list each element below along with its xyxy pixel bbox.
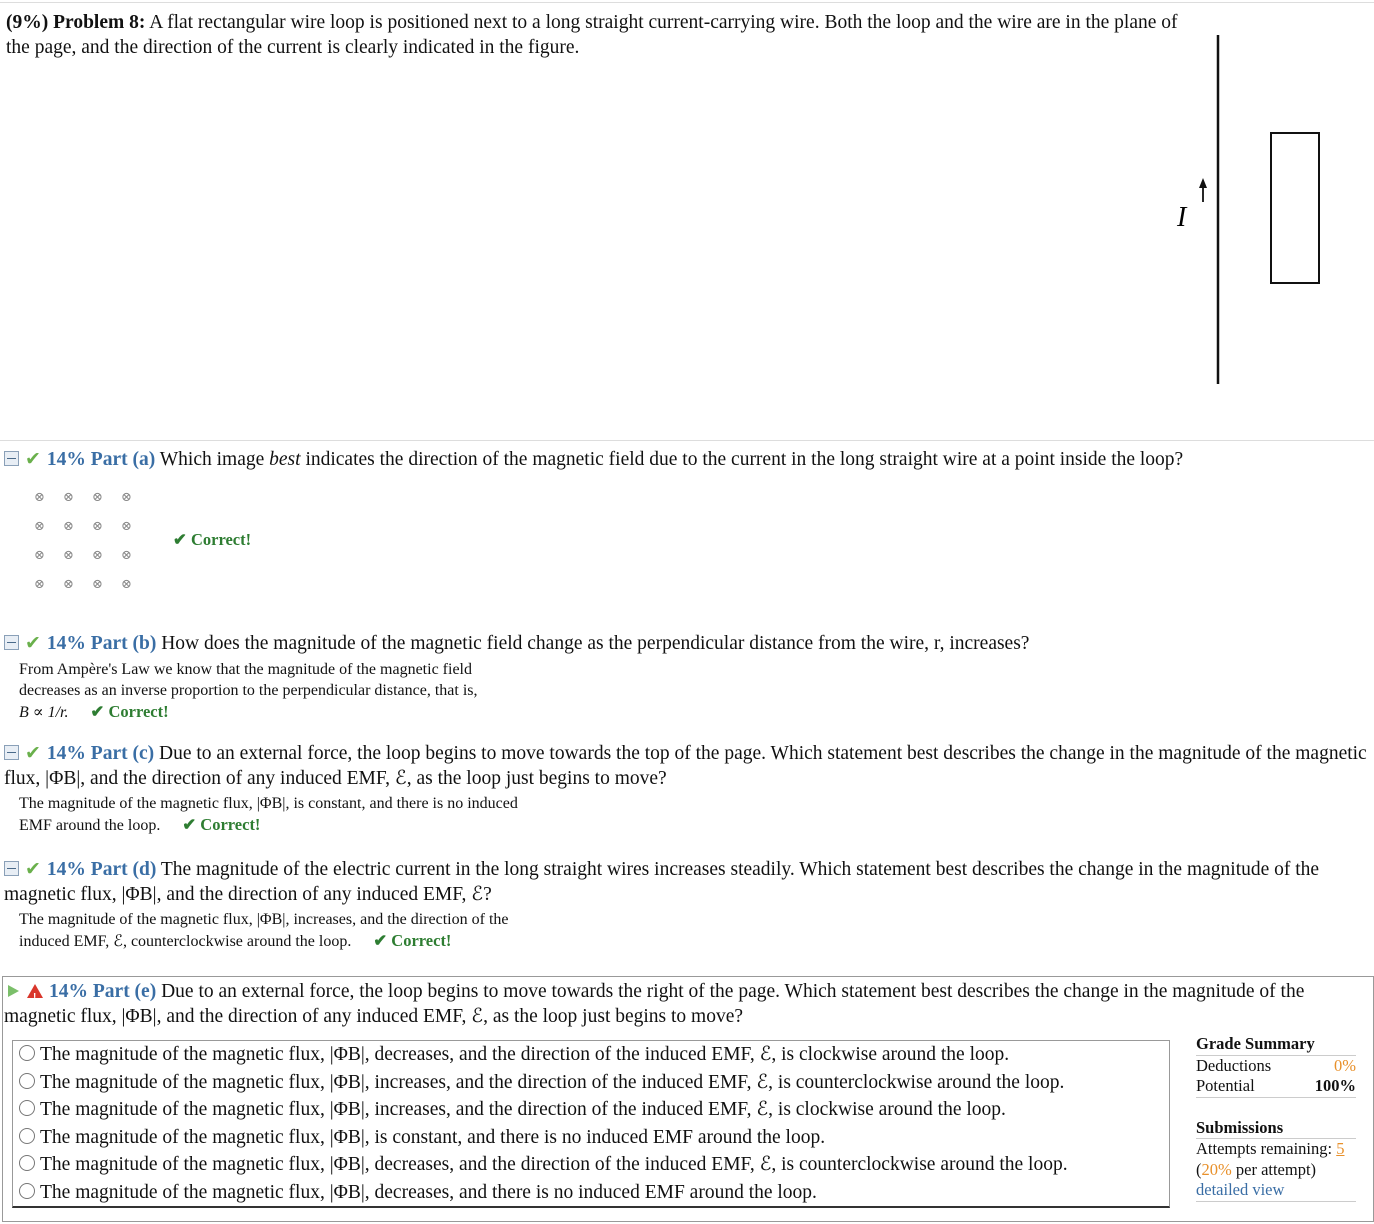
part-e-header (4, 979, 1324, 1029)
problem-statement (6, 10, 1186, 60)
detailed-view-link[interactable]: detailed view (1196, 1180, 1356, 1202)
expand-icon[interactable] (8, 985, 19, 997)
collapse-icon[interactable] (4, 451, 19, 466)
part-d-tag: 14% Part (d) (46, 859, 157, 880)
check-icon: ✔ (25, 743, 41, 764)
answer-line: From Ampère's Law we know that the magnitude of the magnetic field (19, 661, 472, 678)
radio-button[interactable] (19, 1045, 35, 1061)
per-attempt-open: ( (1196, 1159, 1202, 1179)
into-page-icon: ⊗ (92, 576, 103, 591)
option-row[interactable] (13, 1096, 1169, 1124)
deductions-label: Deductions (1196, 1055, 1272, 1075)
answer-line: induced EMF, ℰ, counterclockwise around the loop. (19, 933, 352, 950)
part-e-tag: 14% Part (e) (49, 981, 157, 1002)
check-icon: ✔ (25, 859, 41, 880)
into-page-icon: ⊗ (121, 547, 132, 562)
part-a-question-emphasis: best (269, 449, 301, 470)
option-label: The magnitude of the magnetic flux, |ΦB|, is constant, and there is no induced EMF around the loop. (40, 1126, 826, 1148)
option-row[interactable] (13, 1041, 1169, 1069)
into-page-icon: ⊗ (63, 489, 74, 504)
part-d-feedback: ✔ Correct! (373, 931, 452, 950)
part-a-question: Which image (159, 449, 270, 470)
answer-line: decreases as an inverse proportion to the perpendicular distance, that is, (19, 682, 478, 699)
divider (0, 440, 1374, 441)
collapse-icon[interactable] (4, 635, 19, 650)
part-c-header (4, 741, 1372, 791)
part-b-question: How does the magnitude of the magnetic field change as the perpendicular distance from the wire, r, increases? (161, 633, 1030, 654)
potential-label: Potential (1196, 1076, 1255, 1095)
part-c-tag: 14% Part (c) (46, 743, 155, 764)
into-page-icon: ⊗ (34, 518, 45, 533)
into-page-icon: ⊗ (121, 489, 132, 504)
radio-button[interactable] (19, 1100, 35, 1116)
grade-summary (1196, 1034, 1356, 1202)
answer-line: The magnitude of the magnetic flux, |ΦB|, is constant, and there is no induced (19, 795, 518, 812)
radio-button[interactable] (19, 1073, 35, 1089)
part-c-answer (19, 793, 639, 836)
part-a-feedback: ✔ Correct! (173, 530, 252, 549)
into-page-icon: ⊗ (63, 576, 74, 591)
answer-options (12, 1040, 1170, 1208)
into-page-icon: ⊗ (92, 489, 103, 504)
collapse-icon[interactable] (4, 745, 19, 760)
into-page-icon: ⊗ (34, 547, 45, 562)
into-page-icon: ⊗ (34, 576, 45, 591)
option-label: The magnitude of the magnetic flux, |ΦB|, decreases, and the direction of the induced EMF, ℰ, is clockwise around the loop. (40, 1044, 1010, 1065)
part-b-header (4, 631, 1370, 656)
option-label: The magnitude of the magnetic flux, |ΦB|, decreases, and the direction of the induced EMF, ℰ, is counterclockwise around the loop. (40, 1154, 1068, 1175)
potential-value: 100% (1314, 1076, 1356, 1095)
part-c-question: Due to an external force, the loop begins to move towards the top of the page. Which statement best describes the change in the magnitude of the magnetic flux, |ΦB|, and the direction of any induced EMF, ℰ, as the loop just begins to move? (4, 743, 1367, 789)
check-icon: ✔ (25, 449, 41, 470)
option-label: The magnitude of the magnetic flux, |ΦB|, increases, and the direction of the induced EMF, ℰ, is counterclockwise around the loop. (40, 1071, 1065, 1093)
attempts-value: 5 (1336, 1139, 1345, 1158)
top-divider (0, 2, 1374, 3)
into-page-icon: ⊗ (92, 547, 103, 562)
into-page-icon: ⊗ (63, 518, 74, 533)
part-c-feedback: ✔ Correct! (182, 815, 261, 834)
option-row[interactable] (13, 1069, 1169, 1097)
problem-label: Problem 8: (53, 12, 146, 33)
part-d-header (4, 857, 1334, 907)
into-page-icon: ⊗ (121, 518, 132, 533)
problem-figure (1160, 30, 1340, 390)
option-label: The magnitude of the magnetic flux, |ΦB|, decreases, and there is no induced EMF around the loop. (40, 1181, 817, 1203)
part-b-tag: 14% Part (b) (46, 633, 157, 654)
part-e-question: Due to an external force, the loop begins to move towards the right of the page. Which statement best describes the change in the magnitude of the magnetic flux, |ΦB|, and the direction of any induced EMF, ℰ, as the loop just begins to move? (4, 981, 1305, 1027)
part-d-question: The magnitude of the electric current in the long straight wires increases steadily. Which statement best describes the change in the magnitude of the magnetic flux, |ΦB|, and the direction of any induced EMF, ℰ? (4, 859, 1320, 905)
option-label: The magnitude of the magnetic flux, |ΦB|, increases, and the direction of the induced EMF, ℰ, is clockwise around the loop. (40, 1099, 1006, 1120)
radio-button[interactable] (19, 1183, 35, 1199)
current-arrowhead-icon (1199, 178, 1207, 188)
part-b-answer (19, 659, 619, 723)
part-d-answer (19, 909, 639, 952)
problem-text: A flat rectangular wire loop is positioned next to a long straight current-carrying wire. Both the loop and the wire are in the plane of the page, and the direction of the current is clearly indicated in the figure. (6, 12, 1178, 58)
per-attempt-text: per attempt) (1231, 1159, 1317, 1179)
into-page-icon: ⊗ (63, 547, 74, 562)
part-a-header (4, 447, 1370, 472)
option-row[interactable] (13, 1151, 1169, 1179)
warning-icon (27, 984, 43, 998)
radio-button[interactable] (19, 1155, 35, 1171)
part-a-question-rest: indicates the direction of the magnetic field due to the current in the long straight wire at a point inside the loop? (300, 449, 1184, 470)
into-page-icon: ⊗ (34, 489, 45, 504)
attempts-label: Attempts remaining: (1196, 1139, 1333, 1158)
check-icon: ✔ (25, 633, 41, 654)
grade-summary-title: Grade Summary (1196, 1034, 1356, 1056)
radio-button[interactable] (19, 1128, 35, 1144)
answer-line: EMF around the loop. (19, 817, 161, 834)
per-attempt-value: 20% (1201, 1159, 1232, 1179)
part-a-tag: 14% Part (a) (46, 449, 156, 470)
rectangular-loop (1271, 133, 1319, 283)
into-page-icon: ⊗ (121, 576, 132, 591)
problem-weight: (9%) (6, 12, 49, 33)
answer-line: B ∝ 1/r. (19, 704, 69, 721)
submissions-title: Submissions (1196, 1118, 1356, 1140)
into-page-icon: ⊗ (92, 518, 103, 533)
deductions-value: 0% (1334, 1055, 1356, 1075)
answer-line: The magnitude of the magnetic flux, |ΦB|, increases, and the direction of the (19, 911, 509, 928)
current-label: I (1177, 202, 1187, 233)
option-row[interactable] (13, 1179, 1169, 1207)
option-row[interactable] (13, 1124, 1169, 1152)
part-b-feedback: ✔ Correct! (90, 702, 169, 721)
collapse-icon[interactable] (4, 861, 19, 876)
